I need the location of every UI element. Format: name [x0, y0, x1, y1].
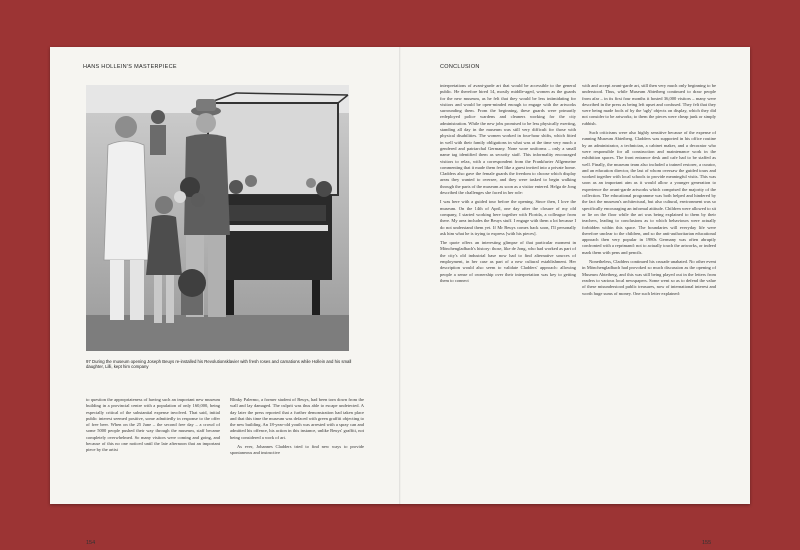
paragraph: Such criticisms were also highly sensitive because of the expense of running Museum Abteiberg. Cladders was supported in his office routine by an administrator, a technician, a cabinet maker, and a decorator who were responsible for all construction and maintenance work in the exhibition spaces. The front entrance desk and cafe had to be staffed as well. Finally, the museum team also included a trained restorer, a curator, and an education director, the last of whom oversaw the guided tours and worked together with local schools to provide meaningful visits. This was soon as an important aim as it would allow a younger generation to experience the avant-garde artworks which comprised the majority of the collection. The educational programme was both helped and hindered by the fact the museum's architectural, but also cultural, environment was so specifically encouraging an informal attitude. Children were allowed to sit or lie on the floor while the art was being explained to them by their teachers, leading to conclusions as to which behaviours were actually forbidden within this space. The boundaries will everyday life were therefore unclear to the children, and so the anti-authoritarian educational approach then very popular in 1980s Germany was often abruptly confronted with a reprimand: not to actually touch the artworks, or indeed mark them with pens and pencils.: [582, 130, 716, 255]
left-running-head: HANS HOLLEIN'S MASTERPIECE: [83, 64, 177, 70]
right-column-2: [582, 83, 716, 300]
paragraph: interpretations of avant-garde art that would be accessible to the general public. He therefore hired 14, mostly middle-aged, women as the guards for the new museum, as he felt that they would be less intimidating for visitors and would be open-minded enough to engage with the artworks surrounding them. From the beginning, these guards were primarily redeployed police wardens and cleaners working for the city administration. While the new jobs promised to be less physically exerting, standing all day in the museum was still very difficult for those with physical disabilities. The women worked in four-hour shifts, which fitted in well with their family obligations in what was at the time very much a gendered and patriarchal Germany. None wore uniforms – only a small name tag identified them as security staff. This informality encouraged visitors to relax, with a correspondent from the Frankfurter Allgemeine commenting that it made them feel like a guest invited into a private home. Cladders also gave the female guards the freedom to choose which display areas they wanted to oversee, and they were tasked to begin walking through the parts of the museum as soon as a visitor entered. Helga de Jong described the challenges she faced in her role:: [440, 83, 576, 196]
block-quote: I was here with a guided tour before the opening. Since then, I love the museum. On the 14th of April, one day after the closure of my old company, I started working here together with Florida, a colleague from there. My area includes the Beuys stuff. I engage with them a lot because I do not understand them yet. If Mr Beuys comes back soon, I'll personally ask him what he is trying to express [with his pieces].: [440, 199, 576, 236]
figure-caption: 97 During the museum opening Joseph Beuys re-installed his Revolutionsklavier with fresh roses and carnations while Hollein and his small daughter, Lilli, kept him company: [86, 359, 352, 370]
paragraph: with and accept avant-garde art, still then very much only beginning to be understood. Thus, while Museum Abteiberg continued to draw people from afar – in its first four months it hosted 36,000 visitors – many were described in the press as being left upset and confused. They felt that they were being made fools of by the 'ugly' objects on display, which they did not consider to be artworks; to them the pieces were cheap junk or simply rubbish.: [582, 83, 716, 126]
left-column-1: [86, 397, 220, 457]
paragraph: to question the appropriateness of having such an important new museum building in a provincial centre with a population of only 160,000, being especially critical of the substantial expense involved. That said, initial public interest seemed positive, some admittedly in response to the offer of free beer. When on the 25 June – the second free day – a crowd of some 5000 people pushed their way through the museum, staff became completely overwhelmed. So many visitors were coming and going, and because of this no one noticed until the late afternoon that an important piece by the artist: [86, 397, 220, 453]
paragraph: As ever, Johannes Cladders tried to find new ways to provide spontaneous and instructive: [230, 444, 364, 456]
right-column-1: [440, 83, 576, 287]
right-running-head: CONCLUSION: [440, 64, 480, 70]
photo-beuys-piano-image: [86, 85, 349, 351]
right-page-number: 155: [702, 540, 712, 546]
left-page-number: 154: [86, 540, 96, 546]
paragraph: Nonetheless, Cladders continued his crusade unabated. No other event in Mönchengladbach had provoked so much discussion as the opening of Museum Abteiberg, and this was still being played out in the letters from readers to various local newspapers. Some went so as to defend the value of these misunderstood public treasures, now of international interest and worth huge sums of money. One such letter explained:: [582, 259, 716, 296]
paragraph: Blinky Palermo, a former student of Beuys, had been torn down from the wall and lay damaged. The culprit was thus able to escape undetected. A day later the press reported that a further demonstration had taken place and that this time the museum was defaced with green graffiti objecting to the new building. An 18-year-old youth was arrested with a spray can and admitted his offence, his action in this instance, unlike Beuys' graffiti, not being considered a work of art.: [230, 397, 364, 440]
book-spread: [50, 47, 750, 546]
left-column-2: [230, 397, 364, 460]
figure-photo: [86, 85, 349, 351]
gutter-shadow: [399, 47, 401, 504]
paragraph: The quote offers an interesting glimpse of that particular moment in Mönchengladbach's history: those, like de Jong, who had worked as part of the city's old industrial base now had to find alternative sources of employment, in her case as part of a new cultural establishment. Her description would also seem to validate Cladders' approach: allowing people a sense of ownership over their interpretation was key to getting them to connect: [440, 240, 576, 283]
